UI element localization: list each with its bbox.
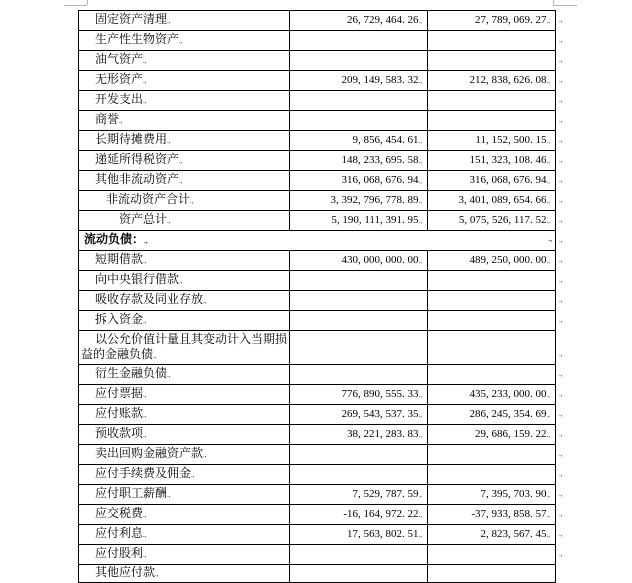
value: 26, 729, 464. 26 [347, 13, 419, 26]
row-end-marker: ., [559, 509, 563, 518]
row-end-marker-cell [556, 405, 580, 425]
cell-end-marker: ., [546, 390, 550, 399]
table-row [79, 445, 580, 465]
row-end-marker: ., [559, 295, 563, 304]
value-cell[interactable] [290, 291, 428, 311]
cell-end-marker: ., [548, 235, 552, 243]
row-label-cell[interactable] [79, 425, 290, 445]
value-cell[interactable] [428, 111, 556, 131]
row-end-marker-cell [556, 51, 580, 71]
table-row [79, 211, 580, 231]
cell-end-marker: ., [203, 297, 207, 305]
table-row [79, 405, 580, 425]
row-end-marker: ., [559, 369, 563, 378]
row-label-cell[interactable] [79, 545, 290, 565]
row-label-cell[interactable] [79, 331, 290, 365]
table-row [79, 91, 580, 111]
cell-end-marker: ., [418, 216, 422, 225]
value-cell[interactable] [428, 405, 556, 425]
row-end-marker: ., [559, 255, 563, 264]
row-label: 油气资产 [95, 52, 144, 66]
value: 17, 563, 802. 51 [347, 527, 419, 540]
cell-end-marker: ., [179, 37, 183, 45]
row-end-marker: ., [559, 155, 563, 164]
value-cell[interactable] [428, 311, 556, 331]
cell-end-marker: ., [418, 76, 422, 85]
value-cell[interactable] [290, 191, 428, 211]
row-label: 应付股利 [95, 546, 144, 560]
cell-end-marker: ., [418, 390, 422, 399]
cell-end-marker: ., [546, 530, 550, 539]
cell-end-marker: ., [203, 451, 207, 459]
row-end-marker: ., [559, 389, 563, 398]
row-label-cell[interactable] [79, 525, 290, 545]
row-end-marker-cell [556, 365, 580, 385]
cell-end-marker: ., [143, 431, 147, 439]
value-cell[interactable] [290, 405, 428, 425]
cell-end-marker: ., [167, 17, 171, 25]
balance-sheet-table [78, 10, 580, 583]
table-row [79, 365, 580, 385]
cell-end-marker: ., [418, 136, 422, 145]
row-label-cell[interactable] [79, 445, 290, 465]
cell-end-marker: ., [167, 371, 171, 379]
value-cell[interactable] [428, 251, 556, 271]
row-end-marker-cell [556, 131, 580, 151]
value-cell[interactable] [428, 191, 556, 211]
row-label: 其他非流动资产 [95, 172, 180, 186]
value-cell[interactable] [290, 545, 428, 565]
row-label-cell[interactable] [79, 131, 290, 151]
row-label-cell[interactable] [79, 91, 290, 111]
cell-end-marker: ., [191, 471, 195, 479]
value-cell[interactable] [428, 505, 556, 525]
cell-end-marker: ., [153, 351, 157, 360]
cell-end-marker: ., [143, 391, 147, 399]
row-end-marker: ., [559, 469, 563, 478]
row-end-marker: ., [559, 115, 563, 124]
value-cell[interactable] [428, 211, 556, 231]
row-end-marker: ., [559, 135, 563, 144]
table-row [79, 505, 580, 525]
table-row [79, 311, 580, 331]
row-end-marker-cell [556, 251, 580, 271]
row-end-marker: ., [559, 215, 563, 224]
value: 212, 838, 626. 08 [469, 73, 547, 86]
row-end-marker-cell [556, 425, 580, 445]
row-end-marker: ., [559, 315, 563, 324]
row-end-marker-cell [556, 331, 580, 365]
row-label: 递延所得税资产 [95, 152, 180, 166]
value-cell[interactable] [428, 51, 556, 71]
row-end-marker: ., [559, 549, 563, 558]
row-label: 应付利息 [95, 526, 144, 540]
cell-end-marker: ., [546, 216, 550, 225]
value-cell[interactable] [290, 445, 428, 465]
value: 11, 152, 500. 15 [475, 133, 547, 146]
table-row partial-row [79, 565, 580, 583]
table-row [79, 385, 580, 405]
value: 7, 529, 787. 59 [352, 487, 419, 500]
value: 29, 686, 159. 22 [475, 427, 547, 440]
value-cell[interactable] [428, 71, 556, 91]
row-label: 拆入资金 [95, 312, 144, 326]
row-end-marker: ., [559, 35, 563, 44]
text-boundary-mark-top-left [87, 0, 88, 5]
row-end-marker-cell [556, 271, 580, 291]
row-label-cell[interactable] [79, 465, 290, 485]
section-header-cell[interactable] [79, 231, 556, 251]
row-end-marker-cell [556, 111, 580, 131]
value-cell[interactable] [290, 31, 428, 51]
cell-end-marker: ., [119, 117, 123, 125]
table-row [79, 151, 580, 171]
value-cell[interactable] [290, 485, 428, 505]
row-label-cell[interactable] [79, 565, 290, 583]
text-boundary-mark-top-left [64, 5, 87, 6]
value-cell[interactable] [290, 91, 428, 111]
row-label: 应交税费 [95, 506, 144, 520]
cell-end-marker: ., [546, 136, 550, 145]
row-end-marker: ., [559, 489, 563, 498]
row-end-marker: ., [559, 95, 563, 104]
table-row [79, 271, 580, 291]
value: 148, 233, 695. 58 [341, 153, 419, 166]
row-label-cell[interactable] [79, 111, 290, 131]
value: 435, 233, 000. 00 [469, 387, 547, 400]
row-label: 以公允价值计量且其变动计入当期损益的金融负债 [81, 331, 288, 361]
row-end-marker-cell [556, 385, 580, 405]
value-cell[interactable] [428, 445, 556, 465]
value: 3, 401, 089, 654. 66 [458, 193, 547, 206]
cell-end-marker: ., [418, 490, 422, 499]
value: 316, 068, 676. 94 [341, 173, 419, 186]
row-label-cell[interactable] [79, 51, 290, 71]
cell-end-marker: ., [190, 197, 194, 205]
value-cell[interactable] [290, 385, 428, 405]
value-cell[interactable] [428, 331, 556, 365]
cell-end-marker: ., [179, 157, 183, 165]
cell-end-marker: ., [546, 490, 550, 499]
value-cell[interactable] [290, 425, 428, 445]
row-label-cell[interactable] [79, 405, 290, 425]
row-end-marker-cell [556, 211, 580, 231]
cell-end-marker: ., [143, 57, 147, 65]
table-row [79, 171, 580, 191]
value-cell[interactable] [290, 251, 428, 271]
cell-end-marker: ., [179, 277, 183, 285]
row-label-cell[interactable] [79, 71, 290, 91]
value-cell[interactable] [428, 171, 556, 191]
row-label: 长期待摊费用 [95, 132, 168, 146]
row-label: 开发支出 [95, 92, 144, 106]
table-row [79, 111, 580, 131]
table-row [79, 525, 580, 545]
value-cell[interactable] [290, 111, 428, 131]
cell-end-marker: ., [179, 177, 183, 185]
text-boundary-mark-top-right [553, 5, 577, 6]
cell-end-marker: ., [143, 77, 147, 85]
row-end-marker-cell [556, 231, 580, 251]
value: 7, 395, 703. 90 [480, 487, 547, 500]
cell-end-marker: ., [143, 257, 147, 265]
row-end-marker-cell [556, 11, 580, 31]
cell-end-marker: ., [167, 217, 171, 225]
value: 5, 075, 526, 117. 52 [458, 213, 547, 226]
table-row section-header-row [79, 231, 580, 251]
value-cell[interactable] [428, 425, 556, 445]
value-cell[interactable] [290, 465, 428, 485]
row-label: 无形资产 [95, 72, 144, 86]
table-row [79, 131, 580, 151]
value-cell[interactable] [290, 51, 428, 71]
cell-end-marker: ., [143, 97, 147, 105]
cell-end-marker: ., [143, 317, 147, 325]
value: 151, 323, 108. 46 [469, 153, 547, 166]
cell-end-marker: ., [546, 410, 550, 419]
value: 269, 543, 537. 35 [341, 407, 419, 420]
value: 5, 190, 111, 391. 95 [331, 213, 419, 226]
value-cell[interactable] [290, 565, 428, 583]
row-end-marker-cell [556, 545, 580, 565]
table-row [79, 425, 580, 445]
row-end-marker: ., [559, 275, 563, 284]
value-cell[interactable] [290, 11, 428, 31]
value-cell[interactable] [428, 465, 556, 485]
cell-end-marker: ., [155, 570, 159, 578]
value: 3, 392, 796, 778. 89 [330, 193, 419, 206]
row-label: 生产性生物资产 [95, 32, 180, 46]
row-label-cell[interactable] [79, 31, 290, 51]
table-row [79, 291, 580, 311]
row-end-marker-cell [556, 91, 580, 111]
table-row [79, 545, 580, 565]
row-label-cell[interactable] [79, 251, 290, 271]
cell-end-marker: ., [546, 256, 550, 265]
value-cell[interactable] [290, 151, 428, 171]
cell-end-marker: ., [418, 256, 422, 265]
value-cell[interactable] [428, 31, 556, 51]
cell-end-marker: ., [418, 16, 422, 25]
row-label-cell[interactable] [79, 151, 290, 171]
row-label-cell[interactable] [79, 211, 290, 231]
value-cell[interactable] [290, 505, 428, 525]
value: 286, 245, 354. 69 [469, 407, 547, 420]
row-label: 非流动资产合计 [106, 192, 191, 206]
value-cell[interactable] [290, 131, 428, 151]
row-end-marker-cell [556, 171, 580, 191]
table-row [79, 11, 580, 31]
value: 27, 789, 069. 27 [475, 13, 547, 26]
row-label-cell[interactable] [79, 191, 290, 211]
value: 776, 890, 555. 33 [341, 387, 419, 400]
value-cell[interactable] [428, 11, 556, 31]
value: 316, 068, 676. 94 [469, 173, 547, 186]
row-end-marker: ., [559, 449, 563, 458]
row-end-marker: ., [559, 409, 563, 418]
row-end-marker: ., [559, 175, 563, 184]
value-cell[interactable] [428, 545, 556, 565]
value-cell[interactable] [428, 385, 556, 405]
value: 430, 000, 000. 00 [341, 253, 419, 266]
row-label: 资产总计 [119, 212, 168, 226]
row-label: 衍生金融负债 [95, 366, 168, 380]
value-cell[interactable] [290, 71, 428, 91]
value-cell[interactable] [428, 271, 556, 291]
row-end-marker-cell [556, 311, 580, 331]
cell-end-marker: ., [143, 511, 147, 519]
cell-end-marker: ., [418, 430, 422, 439]
value-cell[interactable] [290, 525, 428, 545]
row-end-marker-cell [556, 291, 580, 311]
value-cell[interactable] [290, 171, 428, 191]
value-cell[interactable] [290, 365, 428, 385]
value-cell[interactable] [290, 271, 428, 291]
row-end-marker-cell [556, 445, 580, 465]
row-end-marker-cell [556, 191, 580, 211]
cell-end-marker: ., [546, 76, 550, 85]
cell-end-marker: ., [144, 237, 148, 245]
cell-end-marker: ., [418, 176, 422, 185]
row-end-marker: ., [559, 349, 563, 358]
table-row [79, 191, 580, 211]
cell-end-marker: ., [167, 137, 171, 145]
row-label-cell[interactable] [79, 311, 290, 331]
row-end-marker-cell [556, 485, 580, 505]
row-end-marker: ., [559, 55, 563, 64]
row-label: 吸收存款及同业存放 [95, 292, 204, 306]
row-end-marker: ., [559, 529, 563, 538]
row-label-cell[interactable] [79, 11, 290, 31]
cell-end-marker: ., [143, 411, 147, 419]
row-label: 固定资产清理 [95, 12, 168, 26]
row-end-marker-cell [556, 505, 580, 525]
row-end-marker-cell [556, 71, 580, 91]
table-row [79, 331, 580, 365]
row-end-marker: ., [559, 195, 563, 204]
cell-end-marker: ., [418, 510, 422, 519]
cell-end-marker: ., [546, 16, 550, 25]
value: 489, 250, 000. 00 [469, 253, 547, 266]
table-row [79, 71, 580, 91]
cell-end-marker: ., [546, 196, 550, 205]
table-row [79, 51, 580, 71]
row-end-marker-cell [556, 565, 580, 583]
value: 209, 149, 583. 32 [341, 73, 419, 86]
row-end-marker: ., [559, 235, 563, 244]
row-end-marker-cell [556, 31, 580, 51]
cell-end-marker: ., [546, 510, 550, 519]
cell-end-marker: ., [143, 551, 147, 559]
row-label-cell[interactable] [79, 171, 290, 191]
row-end-marker: ., [559, 75, 563, 84]
table-row [79, 251, 580, 271]
row-end-marker-cell [556, 525, 580, 545]
value-cell[interactable] [428, 565, 556, 583]
row-label: 向中央银行借款 [95, 272, 180, 286]
value-cell[interactable] [290, 331, 428, 365]
cell-end-marker: ., [418, 156, 422, 165]
row-label-cell[interactable] [79, 505, 290, 525]
value-cell[interactable] [428, 365, 556, 385]
row-label: 应付职工薪酬 [95, 486, 168, 500]
row-end-marker: ., [559, 15, 563, 24]
cell-end-marker: ., [418, 530, 422, 539]
row-label: 预收款项 [95, 426, 144, 440]
row-label-cell[interactable] [79, 385, 290, 405]
row-label: 短期借款 [95, 252, 144, 266]
row-label-cell[interactable] [79, 291, 290, 311]
value-cell[interactable] [428, 485, 556, 505]
table-row [79, 485, 580, 505]
value: -16, 164, 972. 22 [343, 507, 419, 520]
value: 9, 856, 454. 61 [352, 133, 419, 146]
row-label: 其他应付款 [95, 565, 156, 579]
section-label: 流动负债： [84, 232, 145, 246]
row-end-marker: ., [559, 429, 563, 438]
value: -37, 933, 858. 57 [471, 507, 547, 520]
row-label: 应付票据 [95, 386, 144, 400]
cell-end-marker: ., [418, 196, 422, 205]
table-row [79, 31, 580, 51]
cell-end-marker: ., [143, 531, 147, 539]
cell-end-marker: ., [546, 156, 550, 165]
row-end-marker-cell [556, 465, 580, 485]
row-label-cell[interactable] [79, 485, 290, 505]
value-cell[interactable] [290, 311, 428, 331]
value-cell[interactable] [290, 211, 428, 231]
value-cell[interactable] [428, 525, 556, 545]
row-label: 卖出回购金融资产款 [95, 446, 204, 460]
cell-end-marker: ., [418, 410, 422, 419]
value: 38, 221, 283. 83 [347, 427, 419, 440]
cell-end-marker: ., [546, 176, 550, 185]
value: 2, 823, 567. 45 [480, 527, 547, 540]
value-cell[interactable] [428, 91, 556, 111]
value-cell[interactable] [428, 131, 556, 151]
row-label-cell[interactable] [79, 271, 290, 291]
text-boundary-mark-top-right [553, 0, 554, 5]
value-cell[interactable] [428, 291, 556, 311]
table-row [79, 465, 580, 485]
row-end-marker-cell [556, 151, 580, 171]
cell-end-marker: ., [167, 491, 171, 499]
row-label: 商誉 [95, 112, 120, 126]
row-label: 应付账款 [95, 406, 144, 420]
cell-end-marker: ., [546, 430, 550, 439]
row-label-cell[interactable] [79, 365, 290, 385]
value-cell[interactable] [428, 151, 556, 171]
row-label: 应付手续费及佣金 [95, 466, 192, 480]
